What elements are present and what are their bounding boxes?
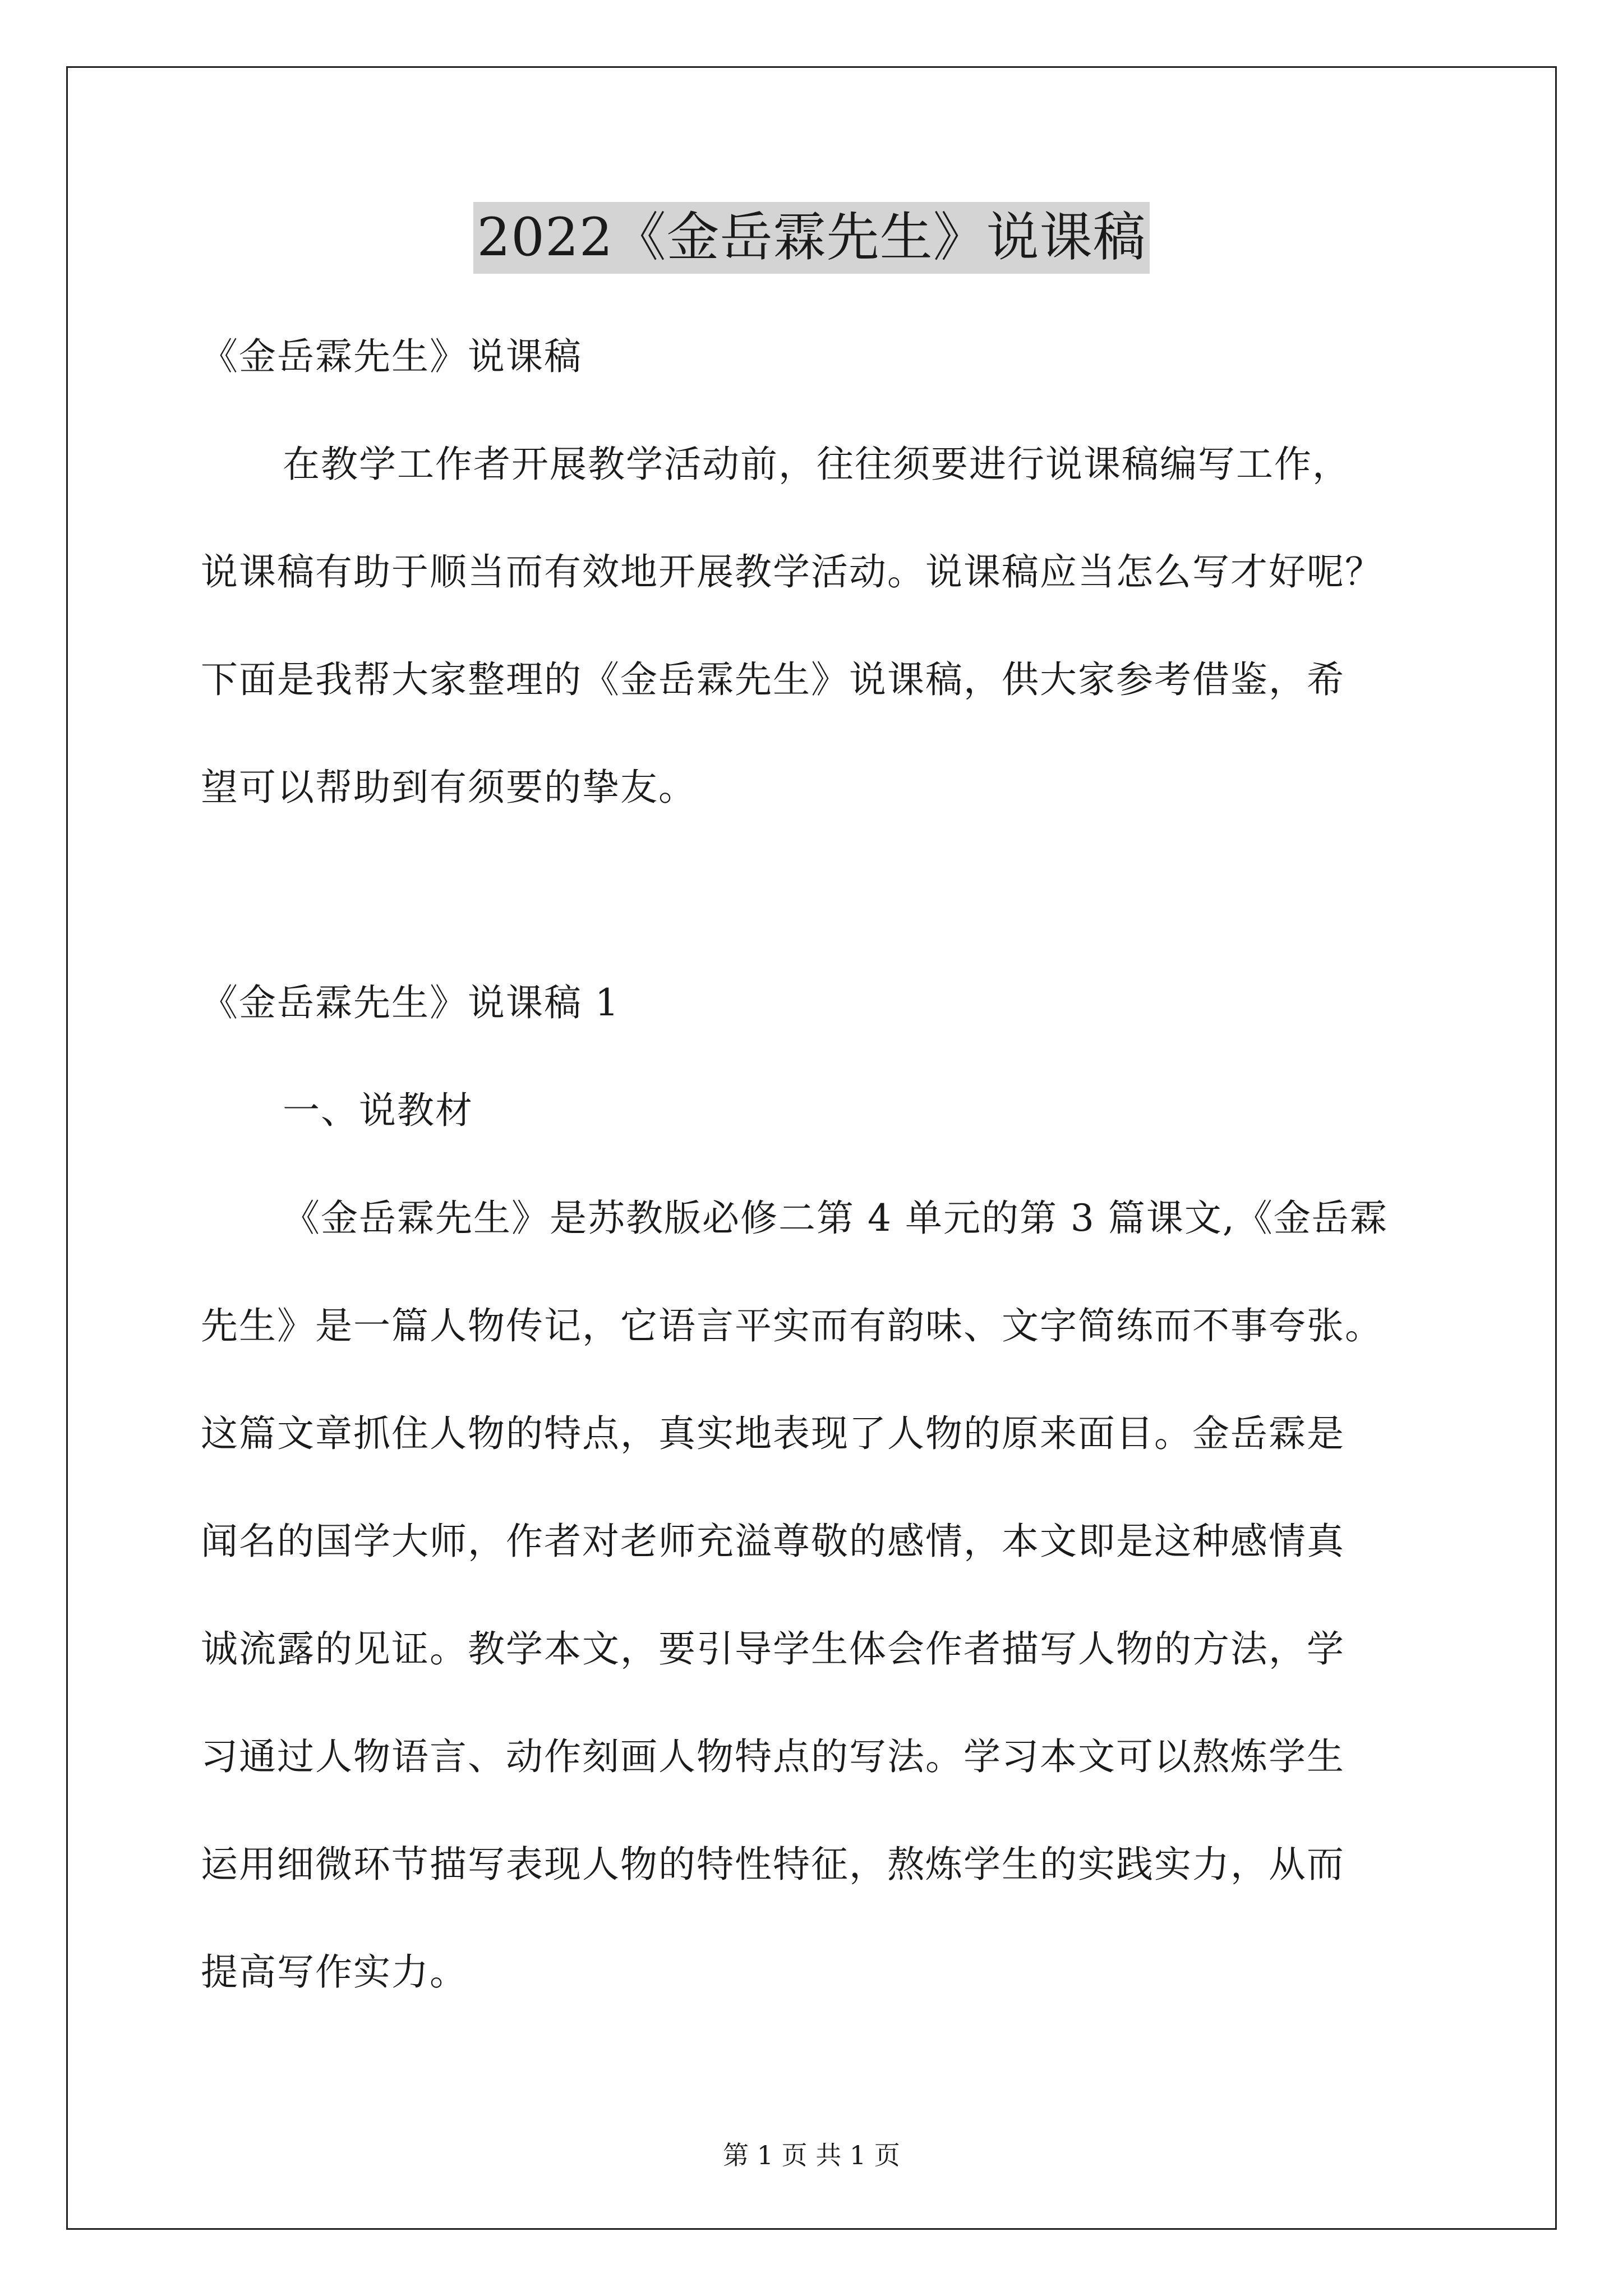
intro-line-3: 下面是我帮大家整理的《金岳霖先生》说课稿，供大家参考借鉴，希 — [201, 658, 1345, 701]
body-line-7: 运用细微环节描写表现人物的特性特征，熬炼学生的实践实力，从而 — [201, 1843, 1345, 1886]
document-title: 2022《金岳霖先生》说课稿 — [473, 202, 1149, 274]
intro-line-2: 说课稿有助于顺当而有效地开展教学活动。说课稿应当怎么写才好呢？ — [201, 550, 1383, 593]
subsection-heading: 一、说教材 — [283, 1089, 473, 1132]
subtitle: 《金岳霖先生》说课稿 — [201, 335, 582, 378]
section-heading: 《金岳霖先生》说课稿 1 — [201, 981, 620, 1024]
intro-line-4: 望可以帮助到有须要的挚友。 — [201, 766, 697, 809]
intro-line-1: 在教学工作者开展教学活动前，往往须要进行说课稿编写工作， — [283, 443, 1350, 486]
paragraph-gap — [201, 841, 1429, 949]
body-line-3: 这篇文章抓住人物的特点，真实地表现了人物的原来面目。金岳霖是 — [201, 1412, 1345, 1455]
title-container — [0, 202, 1623, 274]
page-footer: 第 1 页 共 1 页 — [723, 2140, 900, 2170]
body-line-1: 《金岳霖先生》是苏教版必修二第 4 单元的第 3 篇课文,《金岳霖 — [283, 1197, 1388, 1240]
body-line-4: 闻名的国学大师，作者对老师充溢尊敬的感情，本文即是这种感情真 — [201, 1520, 1345, 1563]
body-line-6: 习通过人物语言、动作刻画人物特点的写法。学习本文可以熬炼学生 — [201, 1735, 1345, 1778]
body-line-2: 先生》是一篇人物传记，它语言平实而有韵味、文字简练而不事夸张。 — [201, 1304, 1383, 1347]
body-line-5: 诚流露的见证。教学本文，要引导学生体会作者描写人物的方法，学 — [201, 1627, 1345, 1671]
document-body — [201, 303, 1429, 2026]
body-line-8: 提高写作实力。 — [201, 1950, 468, 1994]
